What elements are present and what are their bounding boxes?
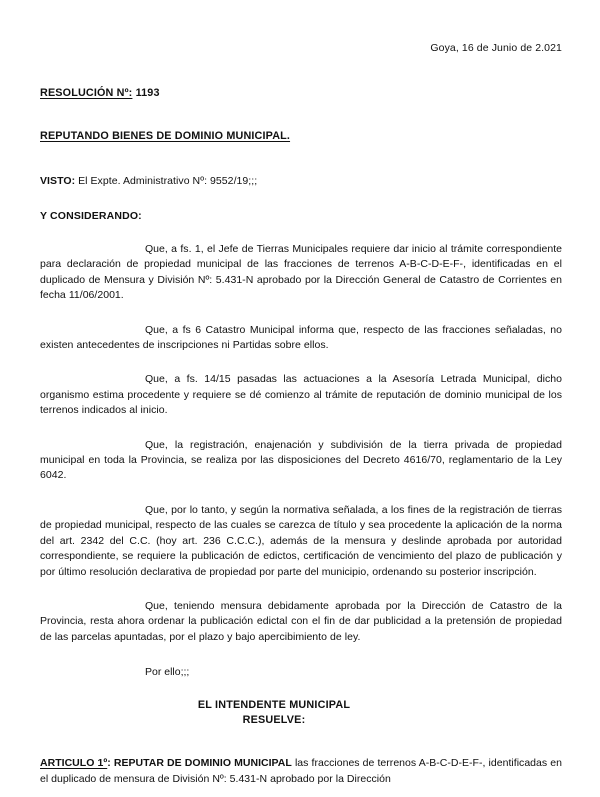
article-1-colon: : [107, 757, 111, 770]
article-1-body: las fracciones de terrenos A-B-C-D-E-F-, identificadas en el duplicado de mensura de División Nº: 5.431-N aprobado por la Dirección [40, 757, 562, 785]
considerando-paragraph-4: Que, la registración, enajenación y subdivisión de la tierra privada de propiedad municipal en toda la Provincia, se realiza por las disposiciones del Decreto 4616/70, reglamentario de la Ley 6042. [40, 438, 562, 482]
article-1-action: REPUTAR DE DOMINIO MUNICIPAL [110, 757, 292, 770]
considerando-paragraph-1: Que, a fs. 1, el Jefe de Tierras Municipales requiere dar inicio al trámite correspondiente para declaración de propiedad municipal de las fracciones de terrenos A-B-C-D-E-F-, identificadas en el duplicado de Mensura y División Nº: 5.431-N aprobado por la Dirección General de Catastro de Corrientes en fecha 11/06/2001. [40, 243, 562, 302]
considerando-paragraph-5: Que, por lo tanto, y según la normativa señalada, a los fines de la registración de tierras de propiedad municipal, respecto de las cuales se carezca de título y sea procedente la aplicación de la norma del art. 2342 del C.C. (hoy art. 236 C.C.C.), además de la mensura y deslinde aprobada por autoridad correspondiente, se requiere la publicación de edictos, certificación de vencimiento del plazo de publicación y por último resolución declarativa de propiedad por parte del municipio, ordenando su posterior inscripción. [40, 503, 562, 578]
subject-heading: REPUTANDO BIENES DE DOMINIO MUNICIPAL. [40, 130, 291, 142]
considerando-label: Y CONSIDERANDO: [40, 210, 142, 222]
authority-title: EL INTENDENTE MUNICIPAL [197, 699, 351, 712]
resolution-label: RESOLUCIÓN Nº: [40, 87, 133, 99]
visto-line [40, 174, 562, 188]
considerando-paragraph-3: Que, a fs. 14/15 pasadas las actuaciones a la Asesoría Letrada Municipal, dicho organismo estima procedente y requiere se dé comienzo al trámite de reputación de dominio municipal de los terrenos indicados al inicio. [40, 373, 562, 417]
considerando-paragraph-6: Que, teniendo mensura debidamente aprobada por la Dirección de Catastro de la Provincia, resta ahora ordenar la publicación edictal con el fin de dar publicidad a la pretensión de propiedad de las parcelas apuntadas, por el plazo y bajo apercibimiento de ley. [40, 599, 562, 643]
por-ello-line: Por ello;;; [145, 666, 190, 679]
article-1-paragraph [40, 756, 562, 787]
considerando-paragraph-2: Que, a fs 6 Catastro Municipal informa que, respecto de las fracciones señaladas, no existen antecedentes de inscripciones ni Partidas sobre ellos. [40, 323, 562, 352]
resuelve-label: RESUELVE: [242, 713, 306, 726]
document-body [40, 0, 562, 787]
resolution-number: 1193 [135, 87, 160, 99]
resolution-heading [40, 86, 562, 100]
visto-label: VISTO: [40, 175, 76, 187]
authority-block [40, 698, 562, 727]
subject-heading-wrap [40, 100, 562, 143]
article-1-label: ARTICULO 1º [40, 757, 108, 770]
place-and-date: Goya, 16 de Junio de 2.021 [430, 42, 562, 54]
visto-text: El Expte. Administrativo Nº: 9552/19;;; [75, 175, 258, 187]
